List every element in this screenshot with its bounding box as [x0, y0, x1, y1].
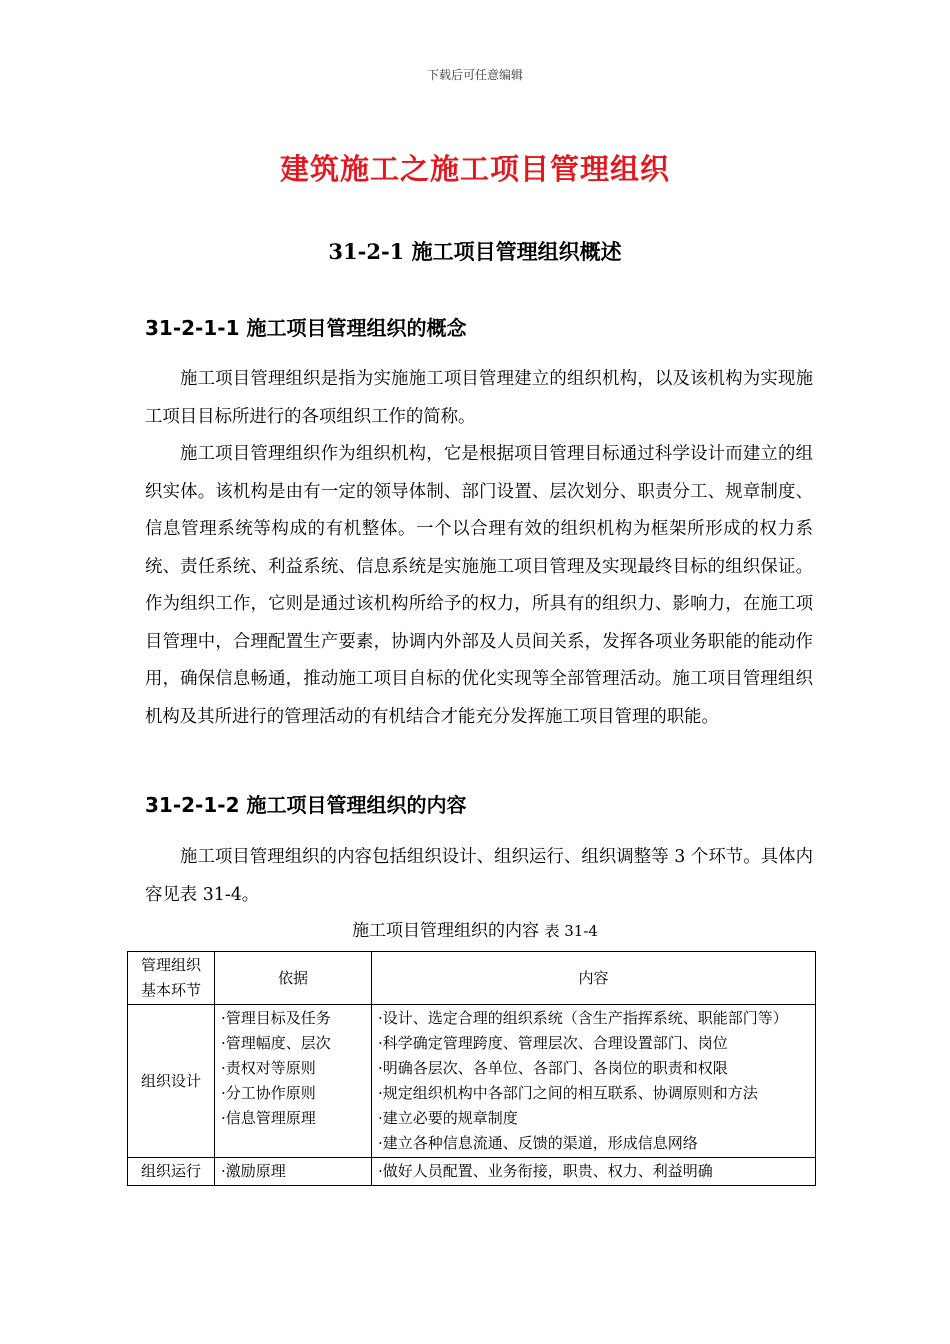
header-note: 下载后可任意编辑 [426, 68, 523, 82]
paragraph-concept-2: 施工项目管理组织作为组织机构，它是根据项目管理目标通过科学设计而建立的组织实体。该机构是由有一定的领导体制、部门设置、层次划分、职责分工、规章制度、信息管理系统等构成的有机整体。一个以合理有效的组织机构为框架所形成的权力系统、责任系统、利益系统、信息系统是实施施工项目管理及实现最终目标的组织保证。作为组织工作，它则是通过该机构所给予的权力，所具有的组织力、影响力，在施工项目管理中，合理配置生产要素，协调内外部及人员间关系，发挥各项业务职能的能动作用，确保信息畅通，推动施工项目自标的优化实现等全部管理活动。施工项目管理组织机构及其所进行的管理活动的有机结合才能充分发挥施工项目管理的职能。 [145, 444, 813, 727]
content-item: ·建立各种信息流通、反馈的渠道，形成信息网络 [378, 1134, 698, 1152]
basis-cell [215, 1158, 372, 1186]
content-item: ·设计、选定合理的组织系统（含生产指挥系统、职能部门等） [378, 1009, 788, 1027]
subsection-heading-concept: 31-2-1-1 施工项目管理组织的概念 [145, 316, 467, 340]
header-stage-line: 基本环节 [140, 981, 201, 999]
stage-cell: 组织运行 [128, 1158, 215, 1186]
content-cell [372, 1005, 816, 1158]
table-caption-tag: 表 31-4 [544, 922, 598, 940]
content-table [127, 951, 816, 1186]
table-row [128, 1005, 816, 1158]
table-header-row [128, 952, 816, 1005]
basis-item: ·信息管理原理 [221, 1109, 316, 1127]
table-row [128, 1158, 816, 1186]
basis-item: ·分工协作原则 [221, 1084, 316, 1102]
content-item: ·明确各层次、各单位、各部门、各岗位的职责和权限 [378, 1059, 728, 1077]
basis-item: ·激励原理 [221, 1162, 286, 1180]
header-stage-line: 管理组织 [140, 956, 201, 974]
document-title: 建筑施工之施工项目管理组织 [279, 152, 670, 186]
header-cell-stage [128, 952, 215, 1005]
header-cell-basis: 依据 [215, 952, 372, 1005]
paragraph-concept-1: 施工项目管理组织是指为实施施工项目管理建立的组织机构，以及该机构为实现施工项目目标所进行的各项组织工作的简称。 [145, 369, 813, 427]
section-heading: 31-2-1 施工项目管理组织概述 [328, 239, 622, 264]
basis-item: ·管理幅度、层次 [221, 1034, 331, 1052]
basis-cell [215, 1005, 372, 1158]
content-item: ·科学确定管理跨度、管理层次、合理设置部门、岗位 [378, 1034, 728, 1052]
subsection-heading-content: 31-2-1-2 施工项目管理组织的内容 [145, 793, 467, 817]
basis-item: ·管理目标及任务 [221, 1009, 331, 1027]
content-item: ·规定组织机构中各部门之间的相互联系、协调原则和方法 [378, 1084, 758, 1102]
stage-cell: 组织设计 [128, 1005, 215, 1158]
table-caption [0, 916, 950, 941]
content-item: ·建立必要的规章制度 [378, 1109, 518, 1127]
content-cell [372, 1158, 816, 1186]
table-caption-text: 施工项目管理组织的内容 [352, 921, 540, 941]
content-item: ·做好人员配置、业务衔接，职贵、权力、利益明确 [378, 1162, 713, 1180]
basis-item: ·责权对等原则 [221, 1059, 316, 1077]
paragraph-content-1: 施工项目管理组织的内容包括组织设计、组织运行、组织调整等 3 个环节。具体内容见表 31-4。 [145, 847, 813, 905]
header-cell-content: 内容 [372, 952, 816, 1005]
